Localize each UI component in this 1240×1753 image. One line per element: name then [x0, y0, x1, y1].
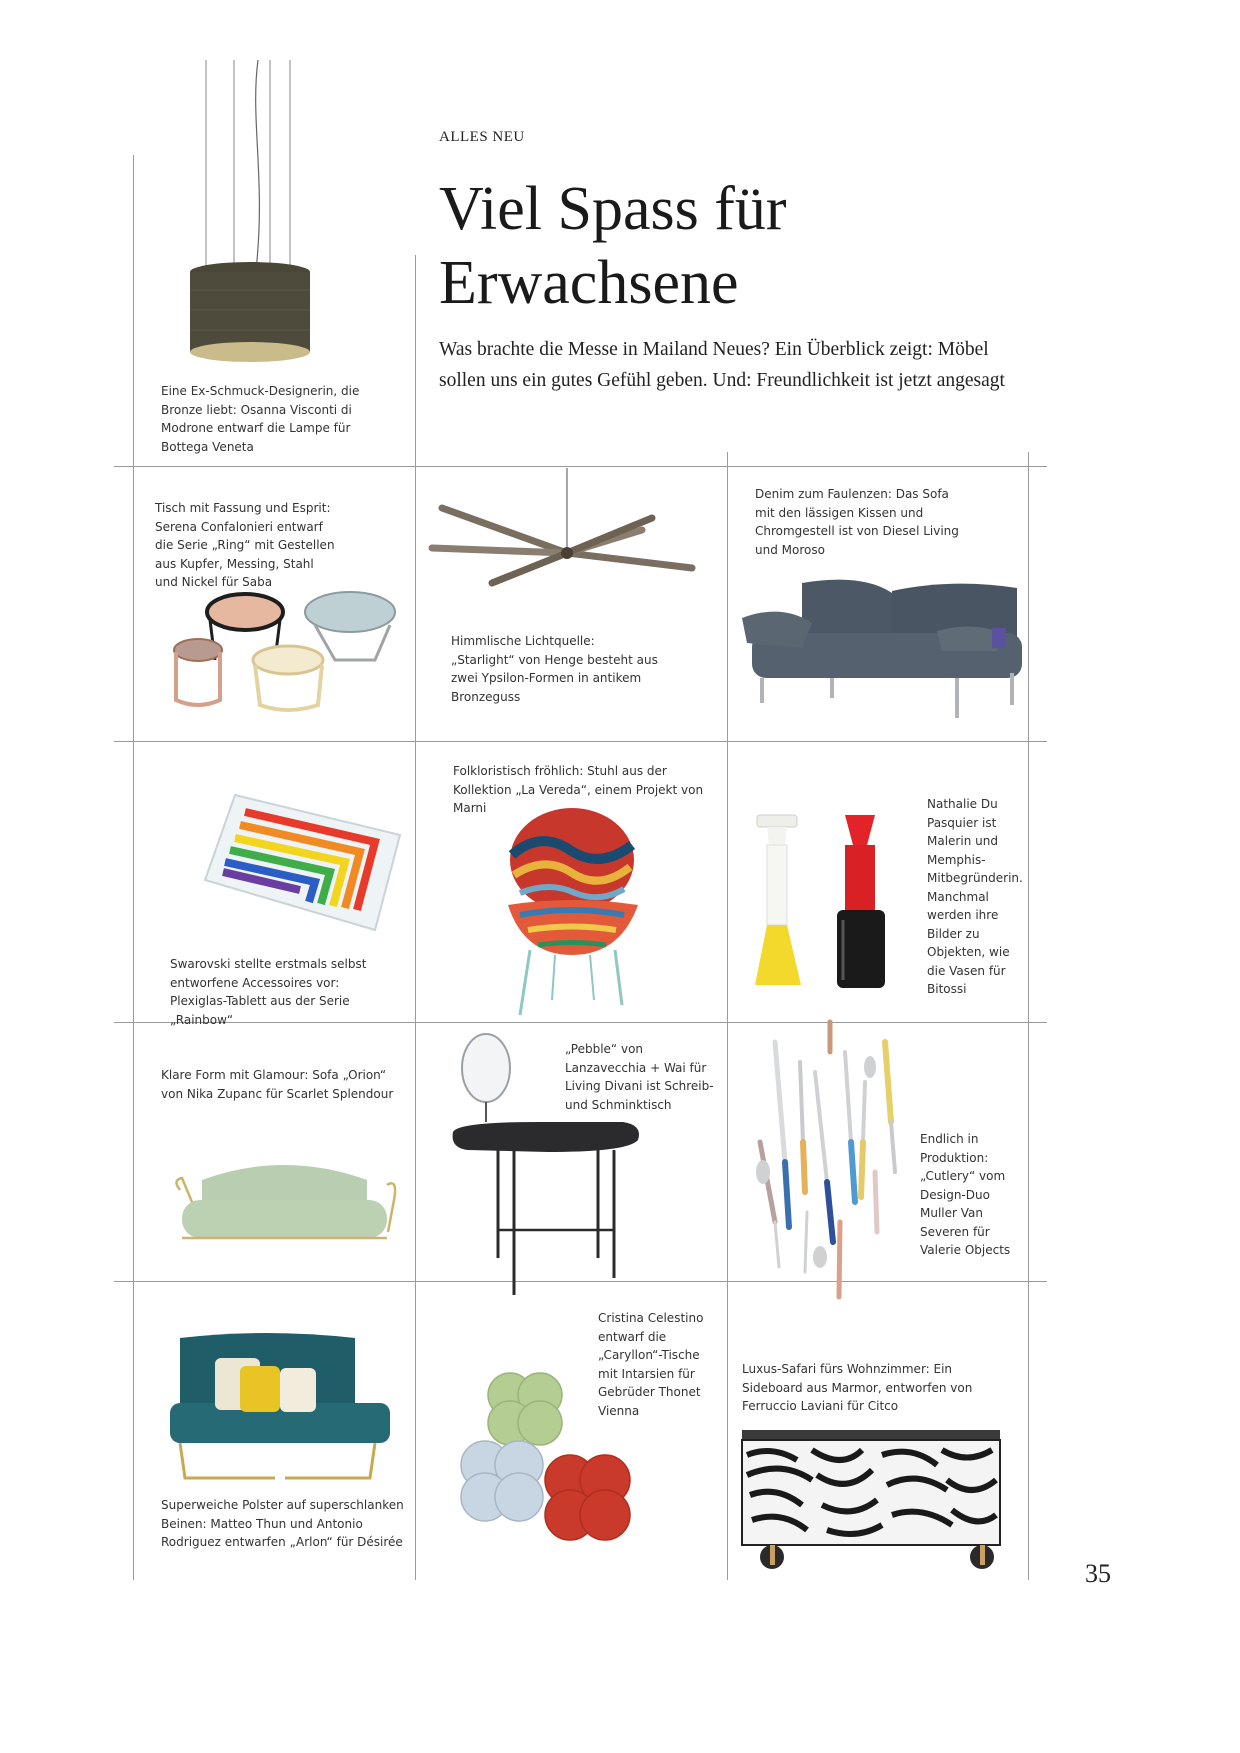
caption-denim: Denim zum Faulenzen: Das Sofa mit den lässigen Kissen und Chromgestell ist von Diesel Living und Moroso	[755, 487, 959, 557]
caption-cutlery: Endlich in Produktion: „Cutlery“ vom Design-Duo Muller Van Severen für Valerie Objects	[920, 1132, 1011, 1257]
caption-orion: Klare Form mit Glamour: Sofa „Orion“ von Nika Zupanc für Scarlet Splendour	[161, 1068, 394, 1101]
ring-tables-image	[170, 590, 400, 715]
caption-sideboard: Luxus-Safari fürs Wohnzimmer: Ein Sideboard aus Marmor, entworfen von Ferruccio Laviani für Citco	[742, 1362, 973, 1413]
caption-caryllon: Cristina Celestino entwarf die „Caryllon“-Tische mit Intarsien für Gebrüder Thonet Vienna	[598, 1311, 704, 1418]
orion-sofa-image	[172, 1150, 397, 1250]
starlight-lamp-image	[432, 468, 702, 598]
caption-pebble: „Pebble“ von Lanzavecchia + Wai für Living Divani ist Schreib- und Schminktisch	[565, 1042, 714, 1112]
caption-starlight: Himmlische Lichtquelle: „Starlight“ von Henge besteht aus zwei Ypsilon-Formen in antikem Bronzeguss	[451, 634, 658, 704]
caryllon-tables-image	[455, 1365, 655, 1555]
zebra-sideboard-image	[742, 1430, 1002, 1575]
rainbow-tray-image	[205, 790, 400, 930]
grid-vline-right	[1028, 452, 1029, 1580]
caption-vases: Nathalie Du Pasquier ist Malerin und Memphis-Mitbegründerin. Manchmal werden ihre Bilder zu Objekten, wie die Vasen für Bitossi	[927, 797, 1023, 996]
bitossi-vases-image	[745, 810, 900, 995]
cutlery-image	[745, 1022, 905, 1302]
lead-paragraph: Was brachte die Messe in Mailand Neues? Ein Überblick zeigt: Möbel sollen uns ein gutes Gefühl geben. Und: Freundlichkeit ist jetzt angesagt	[439, 339, 1005, 391]
page-title-line2: Erwachsene	[439, 249, 739, 317]
vereda-chair-image	[500, 805, 645, 1020]
caption-arlon: Superweiche Polster auf superschlanken Beinen: Matteo Thun und Antonio Rodriguez entwarfen „Arlon“ für Désirée	[161, 1498, 404, 1549]
grid-hline-2	[114, 741, 1047, 742]
grid-vline-3	[727, 452, 728, 1580]
page-title-line1: Viel Spass für	[439, 175, 787, 243]
caption-vereda: Folkloristisch fröhlich: Stuhl aus der Kollektion „La Vereda“, einem Projekt von Marni	[453, 764, 704, 815]
section-kicker: ALLES NEU	[439, 129, 525, 145]
grid-vline-left	[133, 155, 134, 1580]
caption-rainbow: Swarovski stellte erstmals selbst entworfene Accessoires vor: Plexiglas-Tablett aus der Serie „Rainbow“	[170, 957, 367, 1027]
arlon-sofa-image	[165, 1328, 395, 1488]
caption-lamp: Eine Ex-Schmuck-Designerin, die Bronze liebt: Osanna Visconti di Modrone entwarf die Lampe für Bottega Veneta	[161, 384, 360, 454]
caption-ring: Tisch mit Fassung und Esprit: Serena Confalonieri entwarf die Serie „Ring“ mit Gestellen aus Kupfer, Messing, Stahl und Nickel für Saba	[155, 501, 335, 589]
grid-hline-1	[114, 466, 1047, 467]
page-number: 35	[1085, 1559, 1111, 1588]
page-title	[439, 172, 787, 320]
denim-sofa-image	[742, 563, 1022, 723]
lamp-image	[180, 60, 330, 380]
grid-vline-2	[415, 255, 416, 1580]
